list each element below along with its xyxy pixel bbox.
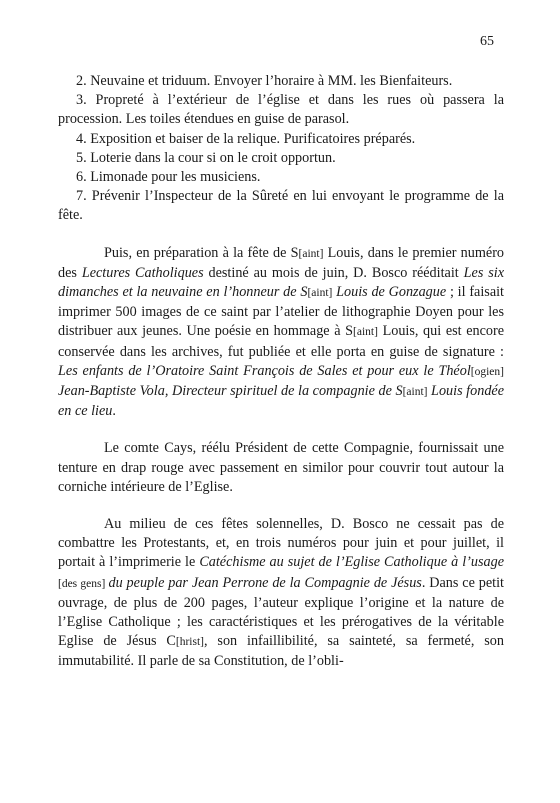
text-run: Louis, dans le premier numéro des <box>58 244 505 281</box>
paragraph-saint-louis <box>58 244 504 422</box>
spacer <box>58 421 504 439</box>
editorial-insertion: [aint] <box>298 247 324 260</box>
list-item: 4. Exposition et baiser de la relique. Purificatoires préparés. <box>76 130 416 147</box>
page-body <box>58 72 504 672</box>
list-item: 2. Neuvaine et triduum. Envoyer l’horaire à MM. les Bienfaiteurs. <box>76 73 453 89</box>
list-item: 5. Loterie dans la cour si on le croit opportun. <box>76 149 336 166</box>
text-run: ; il faisait imprimer 500 images de ce saint par l’atelier de lithographie Doyen pour les distribuer aux jeunes. Une poésie en hommage à S <box>58 284 504 340</box>
instruction-list <box>58 72 504 226</box>
book-title: Catéchisme au sujet de l’Eglise Catholique à l’usage <box>199 554 504 571</box>
text-run: . <box>112 403 116 420</box>
signature-text: Les enfants de l’Oratoire Saint François de Sales et pour eux le Théol <box>58 362 471 379</box>
editorial-insertion: [aint] <box>307 287 333 300</box>
list-item: 6. Limonade pour les musiciens. <box>76 169 261 186</box>
editorial-insertion: [hrist] <box>175 636 204 649</box>
book-title: Les six dimanches et la neuvaine en l’honneur de S <box>58 264 504 301</box>
paragraph-protestants <box>58 515 504 672</box>
list-item: 7. Prévenir l’Inspecteur de la Sûreté en lui envoyant le programme de la fête. <box>58 188 504 224</box>
page-number: 65 <box>480 34 494 49</box>
editorial-insertion: [des gens] <box>58 577 109 590</box>
book-title: Lectures Catholiques <box>81 264 204 281</box>
spacer <box>58 226 504 244</box>
paragraph-comte-cays: Le comte Cays, réélu Président de cette Compagnie, fournissait une tenture en drap rouge avec passement en similor pour couvrir tout autour la corniche intérieure de l’Eglise. <box>58 440 504 495</box>
text-run: Louis, qui est encore conservée dans les archives, fut publiée et elle porta en guise de signature : <box>58 323 504 360</box>
editorial-insertion: [aint] <box>353 326 378 339</box>
text-run: destiné au mois de juin, D. Bosco rééditait <box>203 264 464 281</box>
signature-text: Jean-Baptiste Vola, Directeur spirituel de la compagnie de S <box>58 383 403 400</box>
list-item: 3. Propreté à l’extérieur de l’église et dans les rues où passera la procession. Les toiles étendues en guise de parasol. <box>58 92 504 128</box>
text-run: . Dans ce petit ouvrage, de plus de 200 pages, l’auteur explique l’origine et la nature de l’Eglise Catholique ; les caractéristiques et les prérogatives de la véritable Eglise de Jésus C <box>58 574 504 650</box>
text-run: Puis, en préparation à la fête de S <box>104 244 299 261</box>
editorial-insertion: [ogien] <box>470 365 504 378</box>
signature-text: Louis fondée en ce lieu <box>58 383 505 420</box>
book-title: Louis de Gonzague <box>332 284 447 301</box>
spacer <box>58 497 504 515</box>
editorial-insertion: [aint] <box>402 386 428 399</box>
text-run: Au milieu de ces fêtes solennelles, D. Bosco ne cessait pas de combattre les Protestants, et, en trois numéros pour juin et pour juillet, il portait à l’imprimerie le <box>58 516 504 571</box>
text-run: , son infaillibilité, sa sainteté, sa fermeté, son immutabilité. Il parle de sa Constitution, de l’obli- <box>58 633 504 670</box>
book-title: du peuple par Jean Perrone de la Compagnie de Jésus <box>108 574 422 591</box>
